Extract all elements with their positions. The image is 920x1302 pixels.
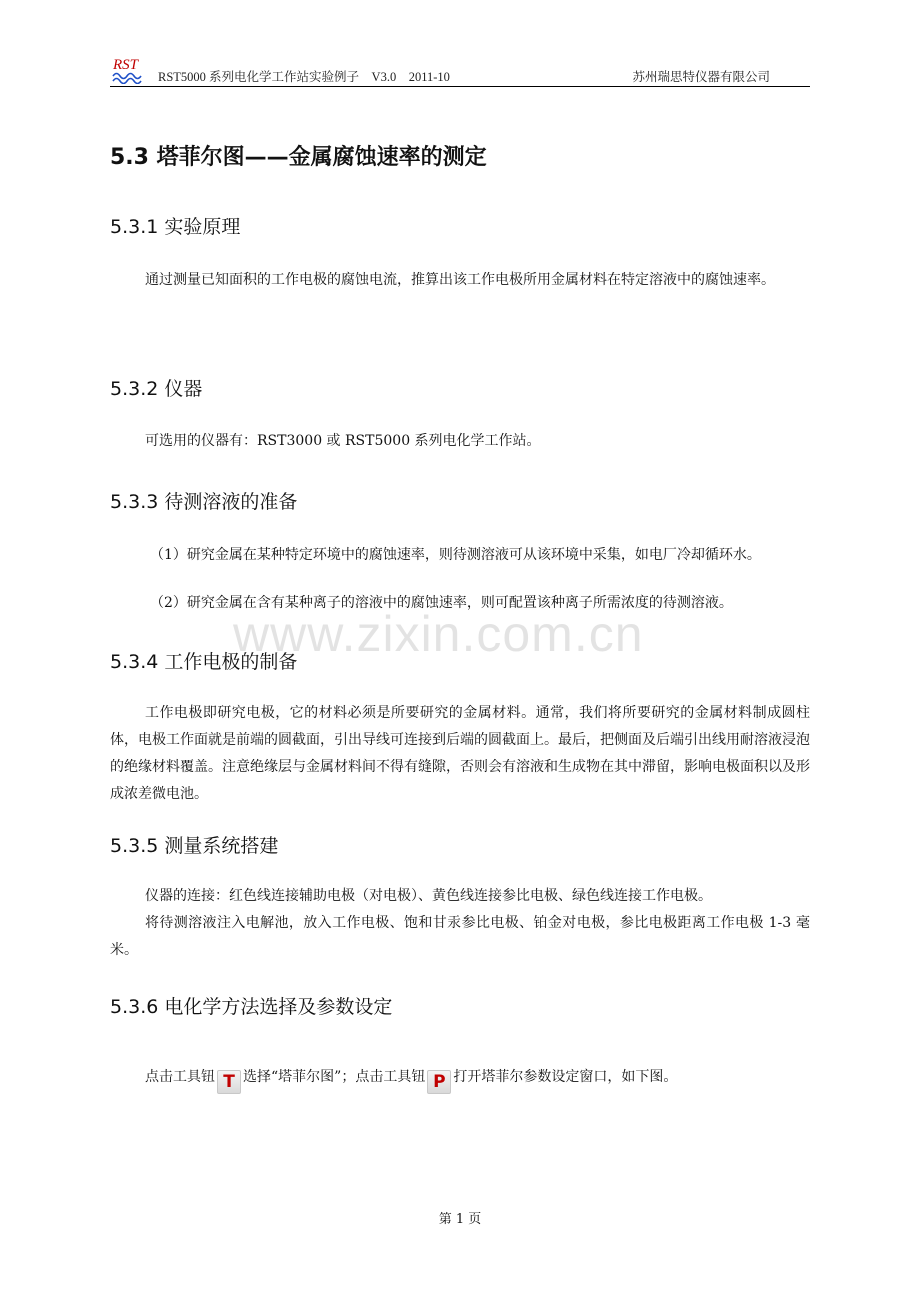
section-4-paragraph: 工作电极即研究电极，它的材料必须是所要研究的金属材料。通常，我们将所要研究的金属材料制成圆柱体，电极工作面就是前端的圆截面，引出导线可连接到后端的圆截面上。最后，把侧面及后端引出线用耐溶液浸泡的绝缘材料覆盖。注意绝缘层与金属材料间不得有缝隙，否则会有溶液和生成物在其中滞留，影响电极面积以及形成浓差微电池。 [110,705,810,802]
section-6-text-3: 打开塔菲尔参数设定窗口，如下图。 [453,1069,678,1085]
header-doc-title: RST5000 系列电化学工作站实验例子 V3.0 2011-10 [158,70,450,84]
section-1-paragraph: 通过测量已知面积的工作电极的腐蚀电流，推算出该工作电极所用金属材料在特定溶液中的腐蚀速率。 [145,272,775,288]
tafel-tool-button-icon: T [217,1070,241,1094]
section-heading-6: 5.3.6 电化学方法选择及参数设定 [110,996,393,1018]
section-5-paragraph-2: 将待测溶液注入电解池，放入工作电极、饱和甘汞参比电极、铂金对电极，参比电极距离工作电极 1-3 毫米。 [110,915,810,958]
section-heading-2: 5.3.2 仪器 [110,378,203,400]
watermark: www.zixin.com.cn [233,606,644,662]
section-3-item-2: （2）研究金属在含有某种离子的溶液中的腐蚀速率，则可配置该种离子所需浓度的待测溶液。 [150,595,733,611]
header-company: 苏州瑞思特仪器有限公司 [632,70,770,84]
section-5-paragraph-1: 仪器的连接：红色线连接辅助电极（对电极）、黄色线连接参比电极、绿色线连接工作电极。 [145,888,712,904]
section-heading-5: 5.3.5 测量系统搭建 [110,835,279,857]
page-footer: 第 1 页 [438,1212,482,1227]
page-header [110,54,810,87]
section-6-paragraph [110,1064,810,1094]
section-6-text-2: 选择“塔菲尔图”；点击工具钮 [243,1069,426,1085]
section-heading-4: 5.3.4 工作电极的制备 [110,651,298,673]
parameter-tool-button-icon: P [427,1070,451,1094]
section-heading-1: 5.3.1 实验原理 [110,216,241,238]
rst-logo [112,54,142,84]
section-3-item-1: （1）研究金属在某种特定环境中的腐蚀速率，则待测溶液可从该环境中采集，如电厂冷却循环水。 [150,547,761,563]
section-heading-3: 5.3.3 待测溶液的准备 [110,491,298,513]
section-2-paragraph: 可选用的仪器有：RST3000 或 RST5000 系列电化学工作站。 [145,433,541,449]
page-title: 5.3 塔菲尔图——金属腐蚀速率的测定 [110,145,487,170]
logo-text: RST [113,57,139,73]
section-6-text-1: 点击工具钮 [145,1069,215,1085]
